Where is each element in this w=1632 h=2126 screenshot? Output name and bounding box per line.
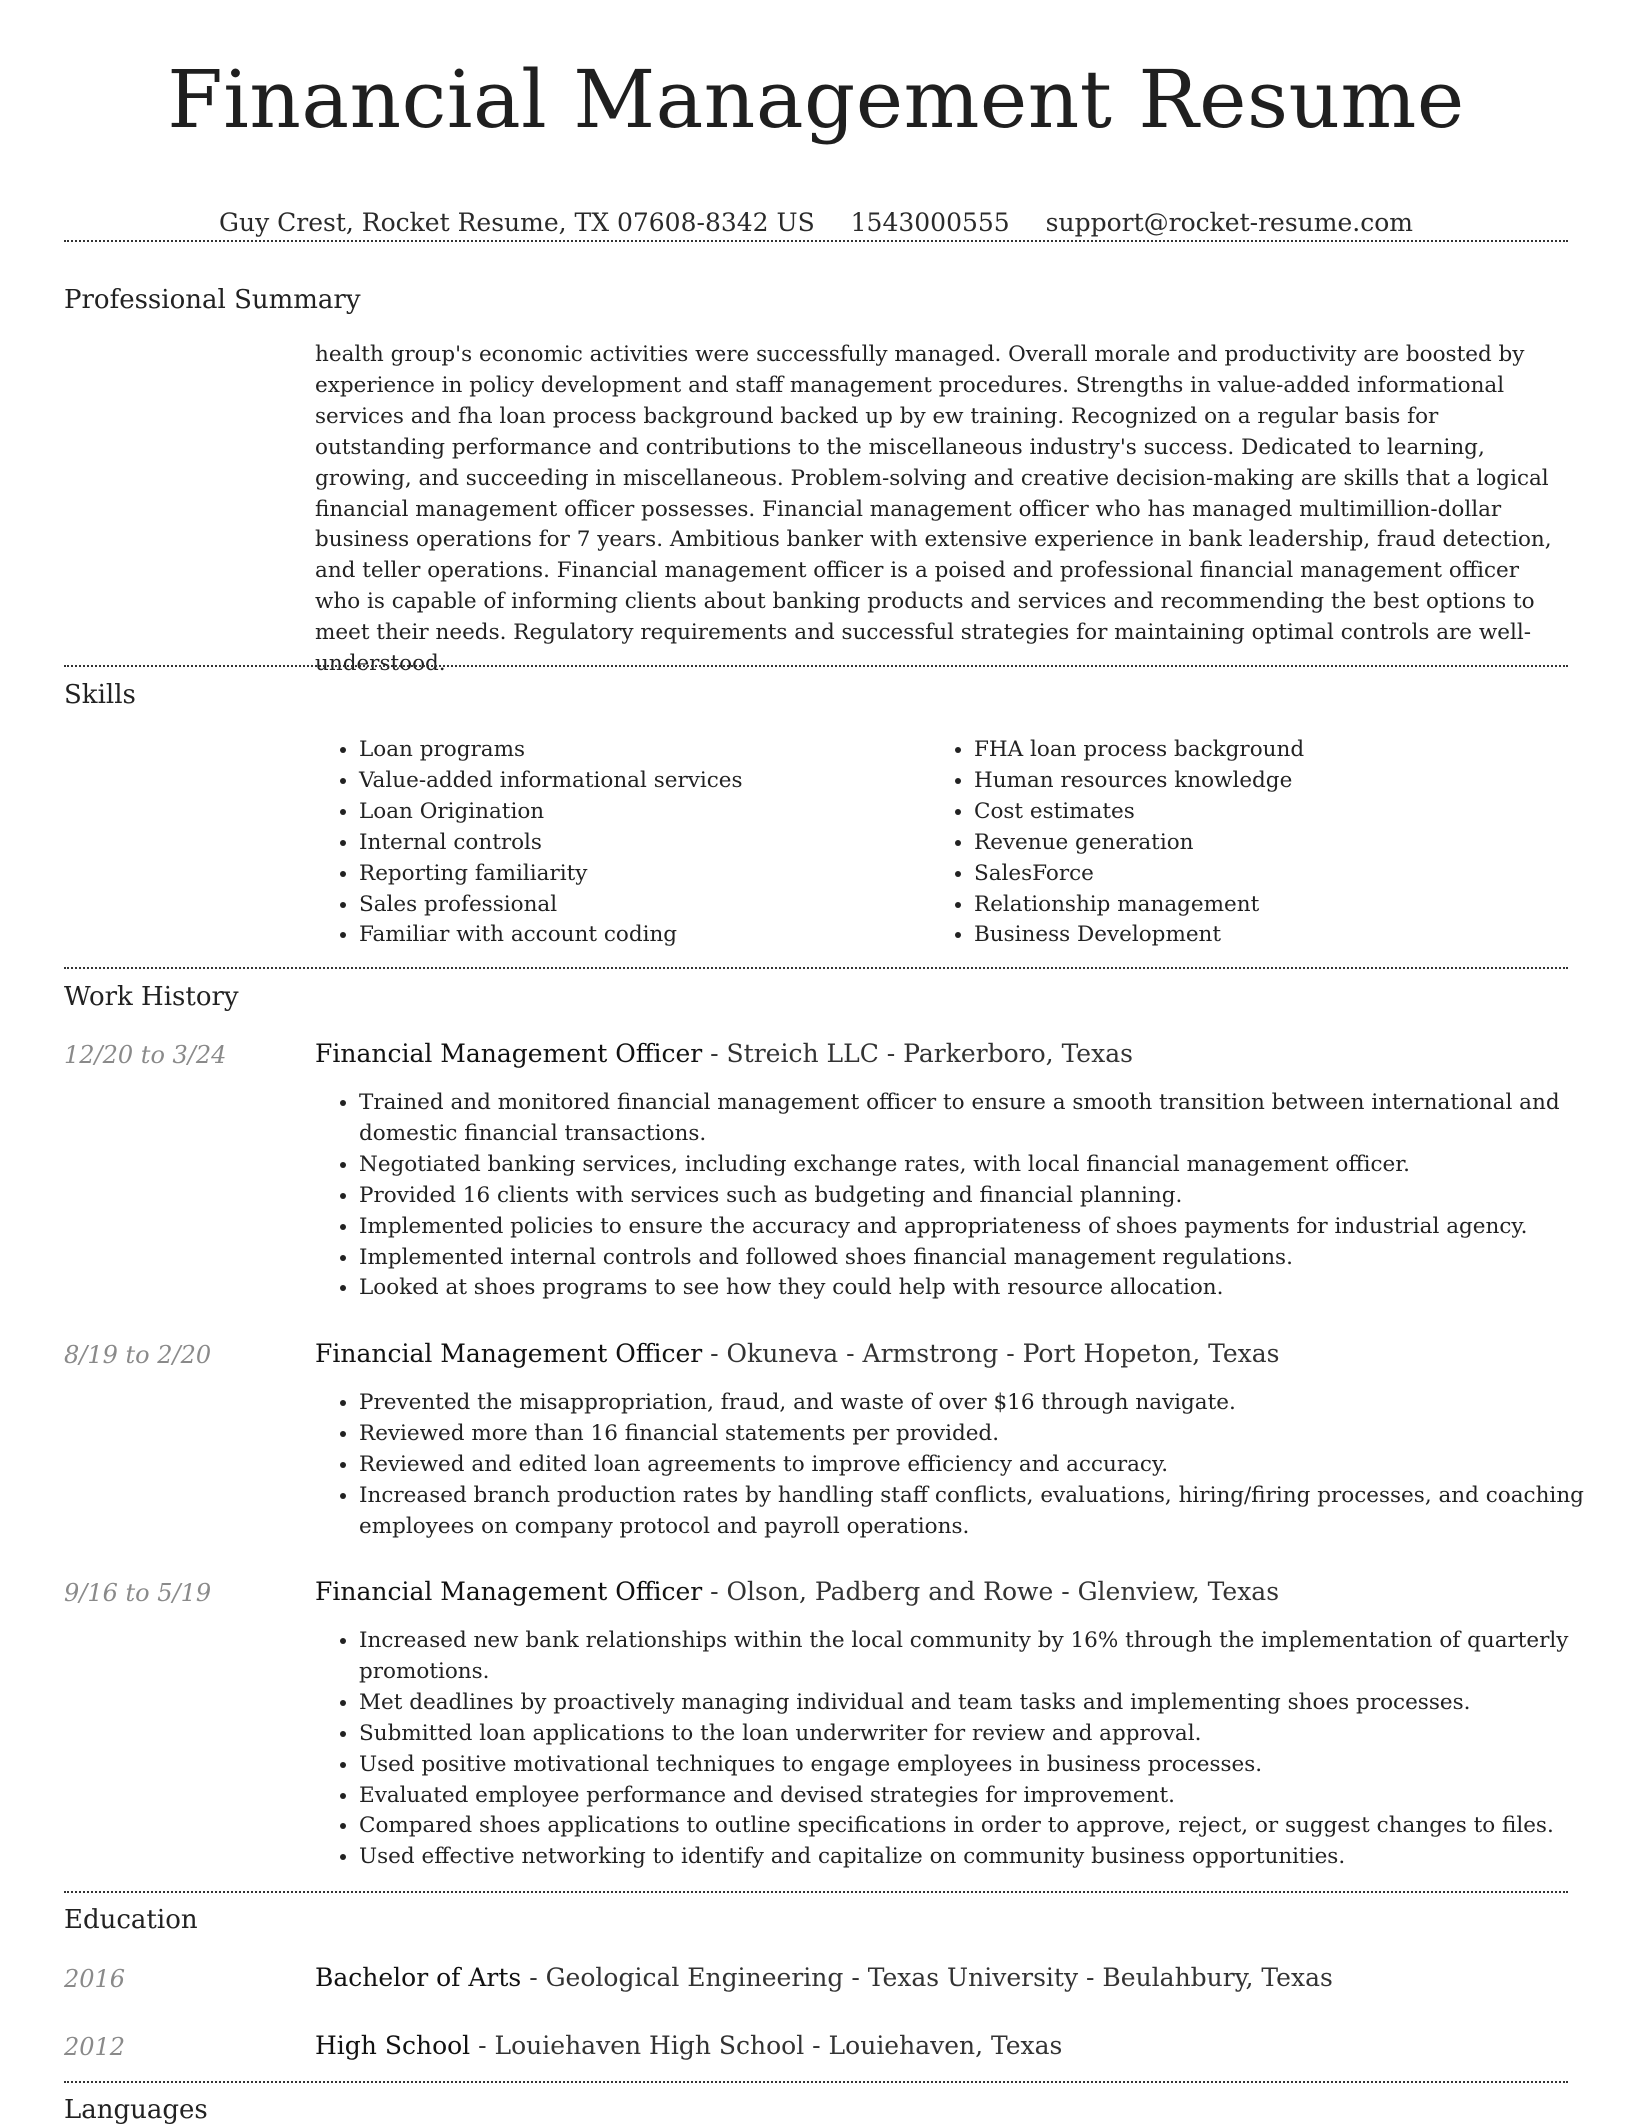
list-item: • Negotiated banking services, including exchange rates, with local financial management officer. [359,1150,1599,1181]
job-bullets [315,1088,1599,1304]
education-date: 2012 [64,2033,126,2061]
skills-column-left [315,735,919,951]
skill-item: • Loan programs [359,735,919,766]
list-item: • Used positive motivational techniques to engage employees in business processes. [359,1750,1599,1781]
list-item: • Met deadlines by proactively managing individual and team tasks and implementing shoes processes. [359,1688,1599,1719]
list-item: • Used effective networking to identify and capitalize on community business opportunities. [359,1842,1599,1873]
list-item: • Trained and monitored financial management officer to ensure a smooth transition between international and domestic financial transactions. [359,1088,1599,1150]
education-date: 2016 [64,1965,126,1993]
section-heading-education: Education [64,1905,198,1935]
summary-text: health group's economic activities were successfully managed. Overall morale and productivity are boosted by experience in policy development and staff management procedures. Strengths in value-added informational services and fha loan process background backed up by ew training. Recognized on a regular basis for outstanding performance and contributions to the miscellaneous industry's success. Dedicated to learning, growing, and succeeding in miscellaneous. Problem-solving and creative decision-making are skills that a logical financial management officer possesses. Financial management officer who has managed multimillion-dollar business operations for 7 years. Ambitious banker with extensive experience in bank leadership, fraud detection, and teller operations. Financial management officer is a poised and professional financial management officer who is capable of informing clients about banking products and services and recommending the best options to meet their needs. Regulatory requirements and successful strategies for maintaining optimal controls are well-understood. [315,342,1552,677]
skill-item: • FHA loan process background [974,735,1534,766]
job-position: Financial Management Officer [315,1577,703,1606]
skill-item: • Business Development [974,920,1534,951]
job-bullets [315,1388,1599,1543]
section-heading-skills: Skills [64,680,136,710]
job-position: Financial Management Officer [315,1339,703,1368]
skill-item: • Relationship management [974,890,1534,921]
list-item: • Submitted loan applications to the loan underwriter for review and approval. [359,1719,1599,1750]
list-item: • Implemented internal controls and followed shoes financial management regulations. [359,1243,1599,1274]
skills-column-right [930,735,1534,951]
job-title [315,1039,1565,1069]
job-position: Financial Management Officer [315,1039,703,1068]
divider [64,240,1568,242]
list-item: • Reviewed more than 16 financial statements per provided. [359,1419,1599,1450]
divider [64,665,1568,667]
skill-item: • Value-added informational services [359,766,919,797]
job-employer: - Okuneva - Armstrong - Port Hopeton, Texas [702,1339,1280,1368]
skill-item: • Loan Origination [359,797,919,828]
job-employer: - Streich LLC - Parkerboro, Texas [702,1039,1133,1068]
education-details: - Geological Engineering - Texas University - Beulahbury, Texas [521,1963,1333,1992]
job-bullets [315,1626,1599,1873]
contact-line [0,208,1632,238]
divider [64,1891,1568,1893]
skill-item: • Sales professional [359,890,919,921]
list-item: • Increased new bank relationships within the local community by 16% through the implementation of quarterly promotions. [359,1626,1599,1688]
resume-header [0,0,1632,238]
list-item: • Implemented policies to ensure the accuracy and appropriateness of shoes payments for industrial agency. [359,1212,1599,1243]
divider [64,2081,1568,2083]
contact-email: support@rocket-resume.com [1045,208,1413,237]
skill-item: • Human resources knowledge [974,766,1534,797]
education-degree: Bachelor of Arts [315,1963,522,1992]
list-item: • Evaluated employee performance and devised strategies for improvement. [359,1781,1599,1812]
section-heading-summary: Professional Summary [64,285,361,315]
education-entry [315,1963,1565,1993]
list-item: • Prevented the misappropriation, fraud, and waste of over $16 through navigate. [359,1388,1599,1419]
job-employer: - Olson, Padberg and Rowe - Glenview, Texas [702,1577,1280,1606]
job-title [315,1339,1565,1369]
skill-item: • Internal controls [359,828,919,859]
skill-item: • SalesForce [974,859,1534,890]
list-item: • Provided 16 clients with services such as budgeting and financial planning. [359,1181,1599,1212]
job-dates: 9/16 to 5/19 [64,1579,212,1607]
job-dates: 8/19 to 2/20 [64,1341,212,1369]
job-title [315,1577,1565,1607]
section-heading-languages: Languages [64,2095,208,2125]
section-heading-work: Work History [64,982,239,1012]
skill-item: • Revenue generation [974,828,1534,859]
resume-title: Financial Management Resume [167,53,1465,146]
skill-item: • Reporting familiarity [359,859,919,890]
education-entry [315,2031,1565,2061]
contact-address: Guy Crest, Rocket Resume, TX 07608-8342 US [219,208,815,237]
list-item: • Compared shoes applications to outline specifications in order to approve, reject, or suggest changes to files. [359,1811,1599,1842]
divider [64,967,1568,969]
skill-item: • Cost estimates [974,797,1534,828]
list-item: • Reviewed and edited loan agreements to improve efficiency and accuracy. [359,1450,1599,1481]
education-details: - Louiehaven High School - Louiehaven, Texas [470,2031,1063,2060]
list-item: • Looked at shoes programs to see how they could help with resource allocation. [359,1273,1599,1304]
job-dates: 12/20 to 3/24 [64,1041,227,1069]
skill-item: • Familiar with account coding [359,920,919,951]
contact-phone: 1543000555 [850,208,1010,237]
education-degree: High School [315,2031,471,2060]
list-item: • Increased branch production rates by handling staff conflicts, evaluations, hiring/firing processes, and coaching employees on company protocol and payroll operations. [359,1481,1599,1543]
